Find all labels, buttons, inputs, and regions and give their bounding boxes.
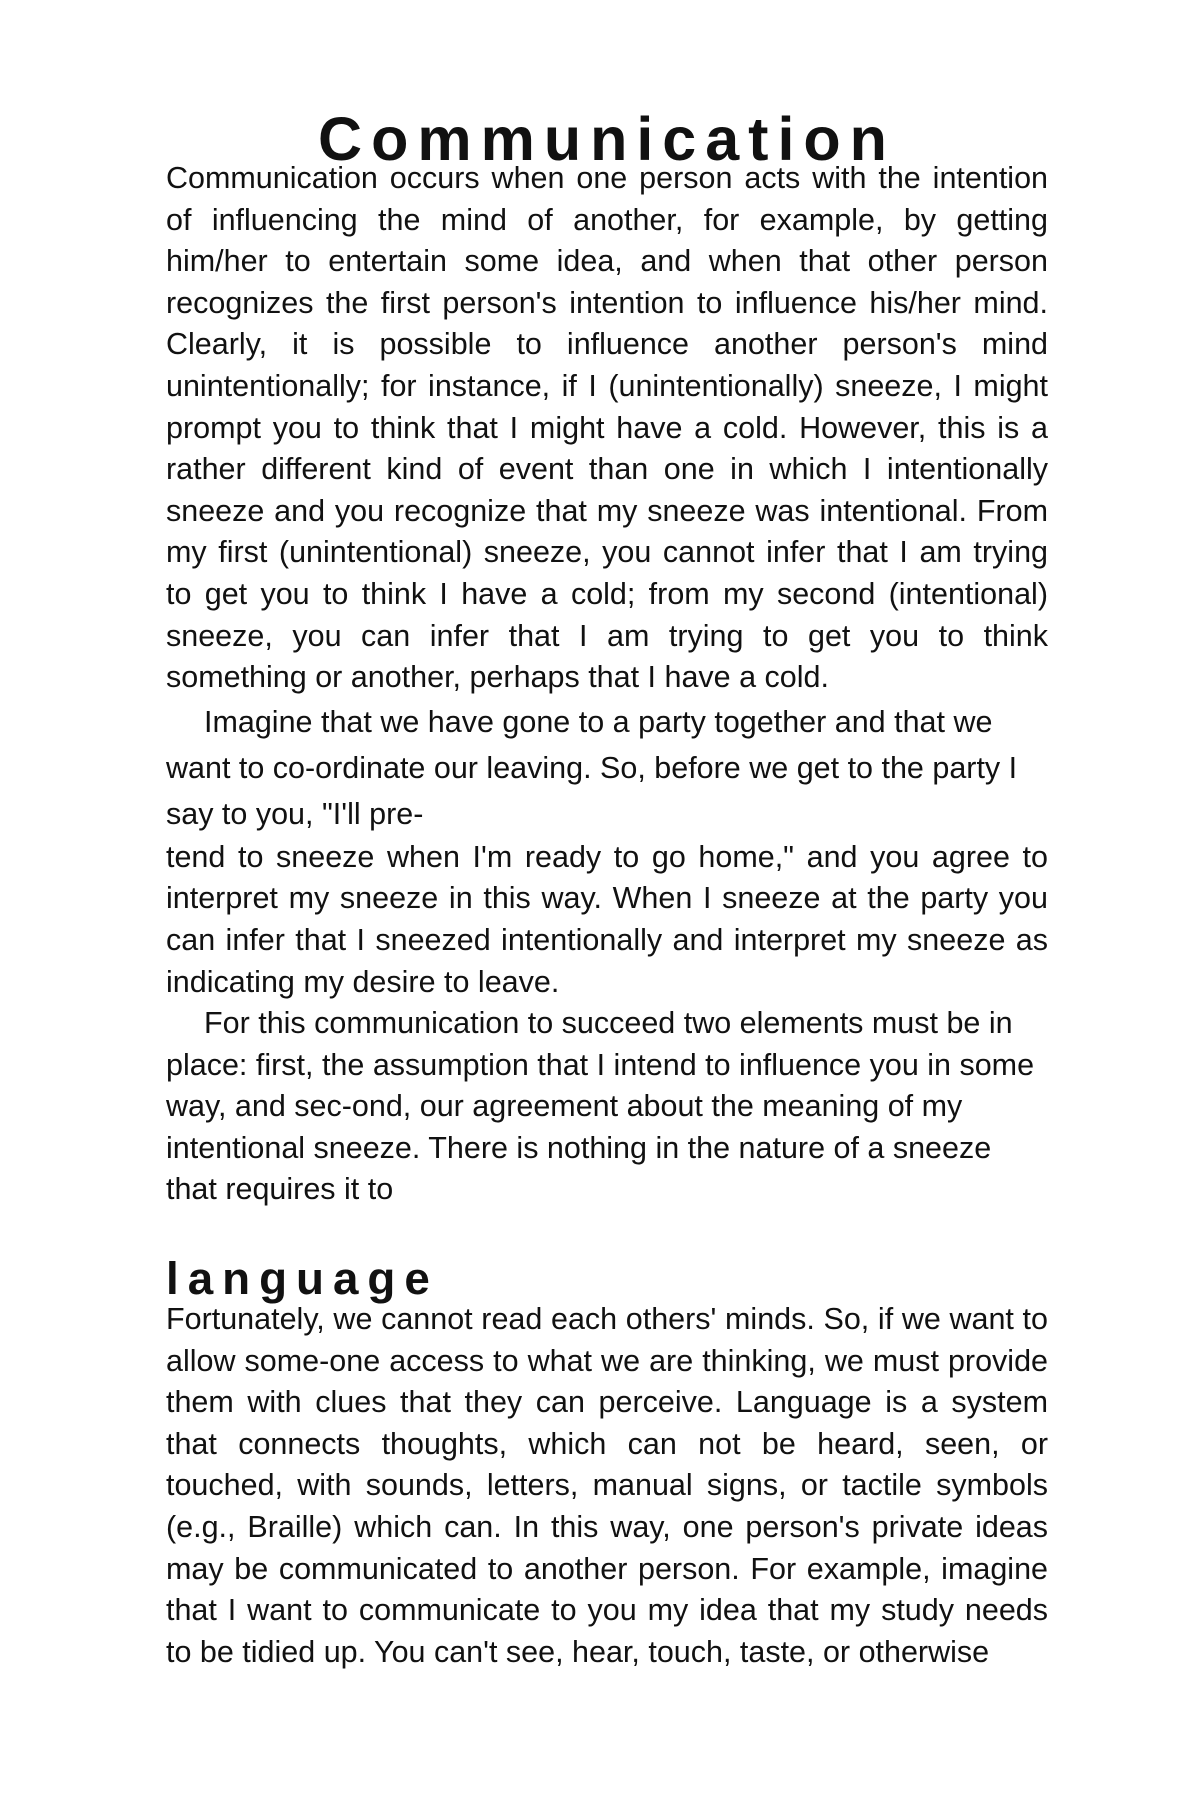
page-title: Communication — [318, 105, 896, 173]
paragraph-two-elements: For this communication to succeed two elements must be in place: first, the assumption that I intend to influence you in some way, and sec-ond, our agreement about the meaning of my intentional sneeze. There is nothing in the nature of a sneeze that requires it to — [166, 1006, 1035, 1207]
paragraph-party-example: Imagine that we have gone to a party together and that we want to co-ordinate our leaving. So, before we get to the party I say to you, "I'll pre- — [166, 704, 1018, 831]
paragraph-language-intro: Fortunately, we cannot read each others' minds. So, if we want to allow some-one access to what we are thinking, we must provide them with clues that they can perceive. Language is a system that connects thoughts, which can not be heard, seen, or touched, with sounds, letters, manual signs, or tactile symbols (e.g., Braille) which can. In this way, one person's private ideas may be communicated to another person. For example, imagine that I want to communicate to you my idea that my study needs to be tidied up. You can't see, hear, touch, taste, or otherwise — [166, 1302, 1048, 1669]
paragraph-communication-intro: Communication occurs when one person acts with the intention of influencing the mind of another, for example, by getting him/her to entertain some idea, and when that other person recognizes the first person's intention to influence his/her mind. Clearly, it is possible to influence another person's mind unintentionally; for instance, if I (unintentionally) sneeze, I might prompt you to think that I might have a cold. However, this is a rather different kind of event than one in which I intentionally sneeze and you recognize that my sneeze was intentional. From my first (unintentional) sneeze, you cannot infer that I am trying to get you to think I have a cold; from my second (intentional) sneeze, you can infer that I am trying to get you to think something or another, perhaps that I have a cold. — [166, 161, 1048, 695]
section-heading-language: language — [166, 1253, 439, 1305]
paragraph-sneeze-agreement: tend to sneeze when I'm ready to go home," and you agree to interpret my sneeze in this way. When I sneeze at the party you can infer that I sneezed intentionally and interpret my sneeze as indicating my desire to leave. — [166, 839, 1048, 999]
section-gap — [166, 1211, 1048, 1259]
document-page — [166, 105, 1048, 1673]
